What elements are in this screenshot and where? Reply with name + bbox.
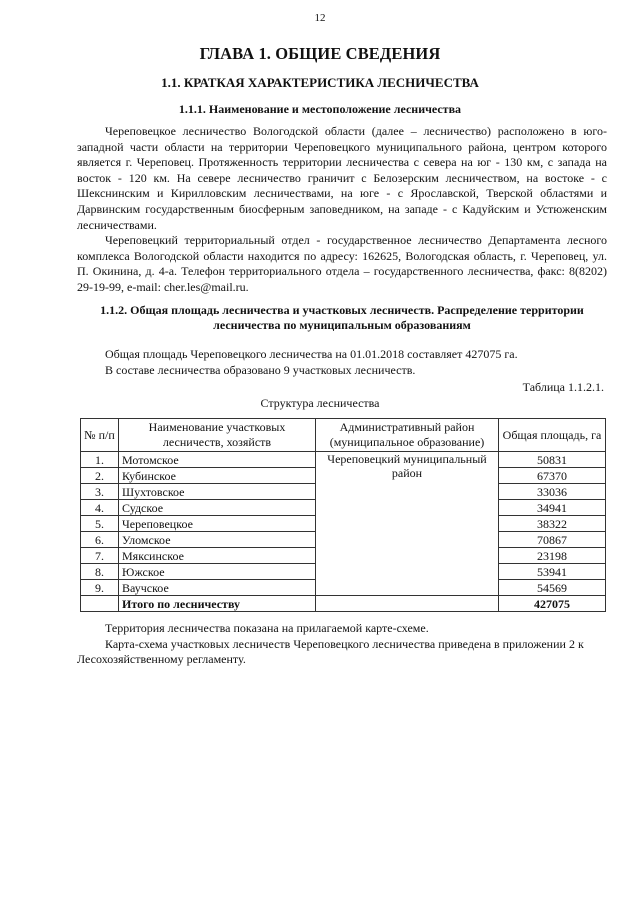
row-name: Ваучское <box>119 580 316 596</box>
page-number: 12 <box>314 12 326 24</box>
header-number: № п/п <box>81 419 119 452</box>
total-label: Итого по лесничеству <box>119 596 316 612</box>
chapter-title: ГЛАВА 1. ОБЩИЕ СВЕДЕНИЯ <box>199 44 441 63</box>
row-number: 2. <box>81 468 119 484</box>
row-name: Уломское <box>119 532 316 548</box>
row-number: 5. <box>81 516 119 532</box>
row-name: Южское <box>119 564 316 580</box>
row-area: 67370 <box>499 468 606 484</box>
row-number: 9. <box>81 580 119 596</box>
paragraph-text: Карта-схема участковых лесничеств Череповецкого лесничества приведена в приложении 2 к Лесохозяйственному регламенту. <box>77 636 584 667</box>
row-name: Череповецкое <box>119 516 316 532</box>
table-row <box>81 452 606 468</box>
closing-paragraphs <box>77 621 607 668</box>
row-area: 54569 <box>499 580 606 596</box>
paragraph-text: Общая площадь Череповецкого лесничества на 01.01.2018 составляет 427075 га. <box>105 347 518 361</box>
table-header-row <box>81 419 606 452</box>
row-number: 8. <box>81 564 119 580</box>
row-number: 4. <box>81 500 119 516</box>
row-number: 3. <box>81 484 119 500</box>
table-caption: Структура лесничества <box>260 396 380 410</box>
location-paragraph <box>77 124 607 233</box>
forestry-structure-table <box>80 418 606 612</box>
paragraph-text: Череповецкий территориальный отдел - государственное лесничество Департамента лесного комплекса Вологодской области находится по адресу: 162625, Вологодская область, г. Череповец, ул. П. Окинина, д. 4-а. Телефон территориального отдела – государственного лесничества, факс: 8(8202) 29-19-99, e-mail: cher.les@mail.ru. <box>77 233 607 294</box>
area-summary <box>77 347 607 378</box>
total-area: 427075 <box>499 596 606 612</box>
subsection-title-1-1-2: 1.1.2. Общая площадь лесничества и участковых лесничеств. Распределение территории лесничества по муниципальным образованиям <box>100 303 584 332</box>
row-name: Мотомское <box>119 452 316 468</box>
total-district-cell <box>316 596 499 612</box>
paragraph-text: Территория лесничества показана на прилагаемой карте-схеме. <box>105 621 429 635</box>
row-name: Мяксинское <box>119 548 316 564</box>
row-number: 6. <box>81 532 119 548</box>
paragraph-text: Череповецкое лесничество Вологодской области (далее – лесничество) расположено в юго-западной части области на территории Череповецкого муниципального района, центром которого является г. Череповец. Протяженность территории лесничества с севера на юг - 130 км, с запада на восток - 120 км. На севере лесничество граничит с Белозерским лесничеством, на востоке - с Шекснинским и Кирилловским лесничествами, на юге - с Ярославской, Тверской областями и Дарвинским государственным биосферным заповедником, на западе - с Кадуйским и Устюженским лесничествами. <box>77 124 607 232</box>
paragraph-text: В составе лесничества образовано 9 участковых лесничеств. <box>105 362 416 377</box>
row-area: 33036 <box>499 484 606 500</box>
row-district: Череповецкий муниципальный район <box>316 452 499 596</box>
header-name: Наименование участковых лесничеств, хозяйств <box>119 419 316 452</box>
row-name: Кубинское <box>119 468 316 484</box>
section-title: 1.1. КРАТКАЯ ХАРАКТЕРИСТИКА ЛЕСНИЧЕСТВА <box>161 75 479 90</box>
row-area: 38322 <box>499 516 606 532</box>
header-area: Общая площадь, га <box>499 419 606 452</box>
row-area: 53941 <box>499 564 606 580</box>
total-number-cell <box>81 596 119 612</box>
table-label: Таблица 1.1.2.1. <box>522 380 604 394</box>
office-paragraph <box>77 233 607 295</box>
subsection-title-1-1-1: 1.1.1. Наименование и местоположение лесничества <box>178 102 462 116</box>
row-area: 34941 <box>499 500 606 516</box>
table-total-row <box>81 596 606 612</box>
row-area: 50831 <box>499 452 606 468</box>
row-name: Шухтовское <box>119 484 316 500</box>
row-area: 23198 <box>499 548 606 564</box>
header-district: Административный район (муниципальное образование) <box>316 419 499 452</box>
row-number: 1. <box>81 452 119 468</box>
row-name: Судское <box>119 500 316 516</box>
row-area: 70867 <box>499 532 606 548</box>
row-number: 7. <box>81 548 119 564</box>
